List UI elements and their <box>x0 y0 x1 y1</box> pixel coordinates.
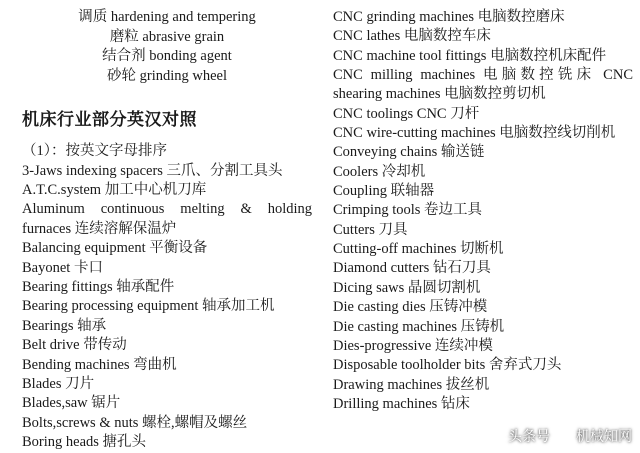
watermark-text-right: 机械知网 <box>576 429 632 445</box>
right-column <box>333 0 633 414</box>
glossary-entry: Aluminum continuous melting & holding furnaces 连续溶解保温炉 <box>22 201 312 237</box>
watermark-text-left: 头条号 <box>508 429 550 445</box>
glossary-entry: CNC toolings CNC 刀杆 <box>333 105 480 122</box>
glossary-entry: CNC milling machines 电脑数控铣床 CNC shearing machines 电脑数控剪切机 <box>333 67 633 103</box>
watermark <box>508 425 632 447</box>
glossary-entry: Belt drive 带传动 <box>22 337 127 354</box>
glossary-entry: A.T.C.system 加工中心机刀库 <box>22 181 207 198</box>
glossary-entry: Die casting dies 压铸冲模 <box>333 299 488 316</box>
glossary-entry: Cutting-off machines 切断机 <box>333 241 504 258</box>
glossary-entry: Dicing saws 晶圆切割机 <box>333 279 481 296</box>
glossary-entry: Blades,saw 锯片 <box>22 395 121 412</box>
glossary-entry: Bearings 轴承 <box>22 317 107 334</box>
glossary-entry: 3-Jaws indexing spacers 三爪、分割工具头 <box>22 162 283 179</box>
glossary-entry: Blades 刀片 <box>22 375 95 392</box>
glossary-entry: CNC grinding machines 电脑数控磨床 <box>333 9 565 25</box>
section-title: 机床行业部分英汉对照 <box>22 110 197 130</box>
term-line: 调质 hardening and tempering <box>78 9 256 25</box>
glossary-entry: Drawing machines 拔丝机 <box>333 376 490 393</box>
glossary-entry: Diamond cutters 钻石刀具 <box>333 260 491 277</box>
glossary-entry: Disposable toolholder bits 舍弃式刀头 <box>333 357 562 374</box>
glossary-entry: Bending machines 弯曲机 <box>22 356 177 373</box>
glossary-entry: CNC lathes 电脑数控车床 <box>333 28 491 45</box>
glossary-entry: Cutters 刀具 <box>333 221 408 238</box>
glossary-entry: Coolers 冷却机 <box>333 163 426 180</box>
glossary-entry: Coupling 联轴器 <box>333 183 435 200</box>
term-line: 结合剂 bonding agent <box>102 48 232 64</box>
gear-logo-icon <box>550 425 576 447</box>
glossary-entry: Bearing processing equipment 轴承加工机 <box>22 298 275 315</box>
term-line: 砂轮 grinding wheel <box>106 67 227 84</box>
term-line: 磨粒 abrasive grain <box>109 28 225 45</box>
glossary-entry: Bayonet 卡口 <box>22 259 103 276</box>
top-terms <box>22 0 312 86</box>
glossary-entry: CNC machine tool fittings 电脑数控机床配件 <box>333 47 607 64</box>
glossary-entry: Conveying chains 输送链 <box>333 144 485 161</box>
glossary-entry: CNC wire-cutting machines 电脑数控线切削机 <box>333 125 616 142</box>
glossary-entry: Dies-progressive 连续冲模 <box>333 337 493 354</box>
glossary-entry: Die casting machines 压铸机 <box>333 318 505 335</box>
glossary-entry: Bearing fittings 轴承配件 <box>22 278 175 295</box>
glossary-entry: Crimping tools 卷边工具 <box>333 202 483 219</box>
glossary-entry: Drilling machines 钻床 <box>333 395 470 412</box>
left-column <box>22 0 312 451</box>
glossary-entry: Bolts,screws & nuts 螺栓,螺帽及螺丝 <box>22 414 248 431</box>
glossary-entry-partial: Boring heads 搪孔头 <box>22 434 147 451</box>
glossary-entry: Balancing equipment 平衡设备 <box>22 240 208 257</box>
subheading: （1）：按英文字母排序 <box>22 143 167 159</box>
